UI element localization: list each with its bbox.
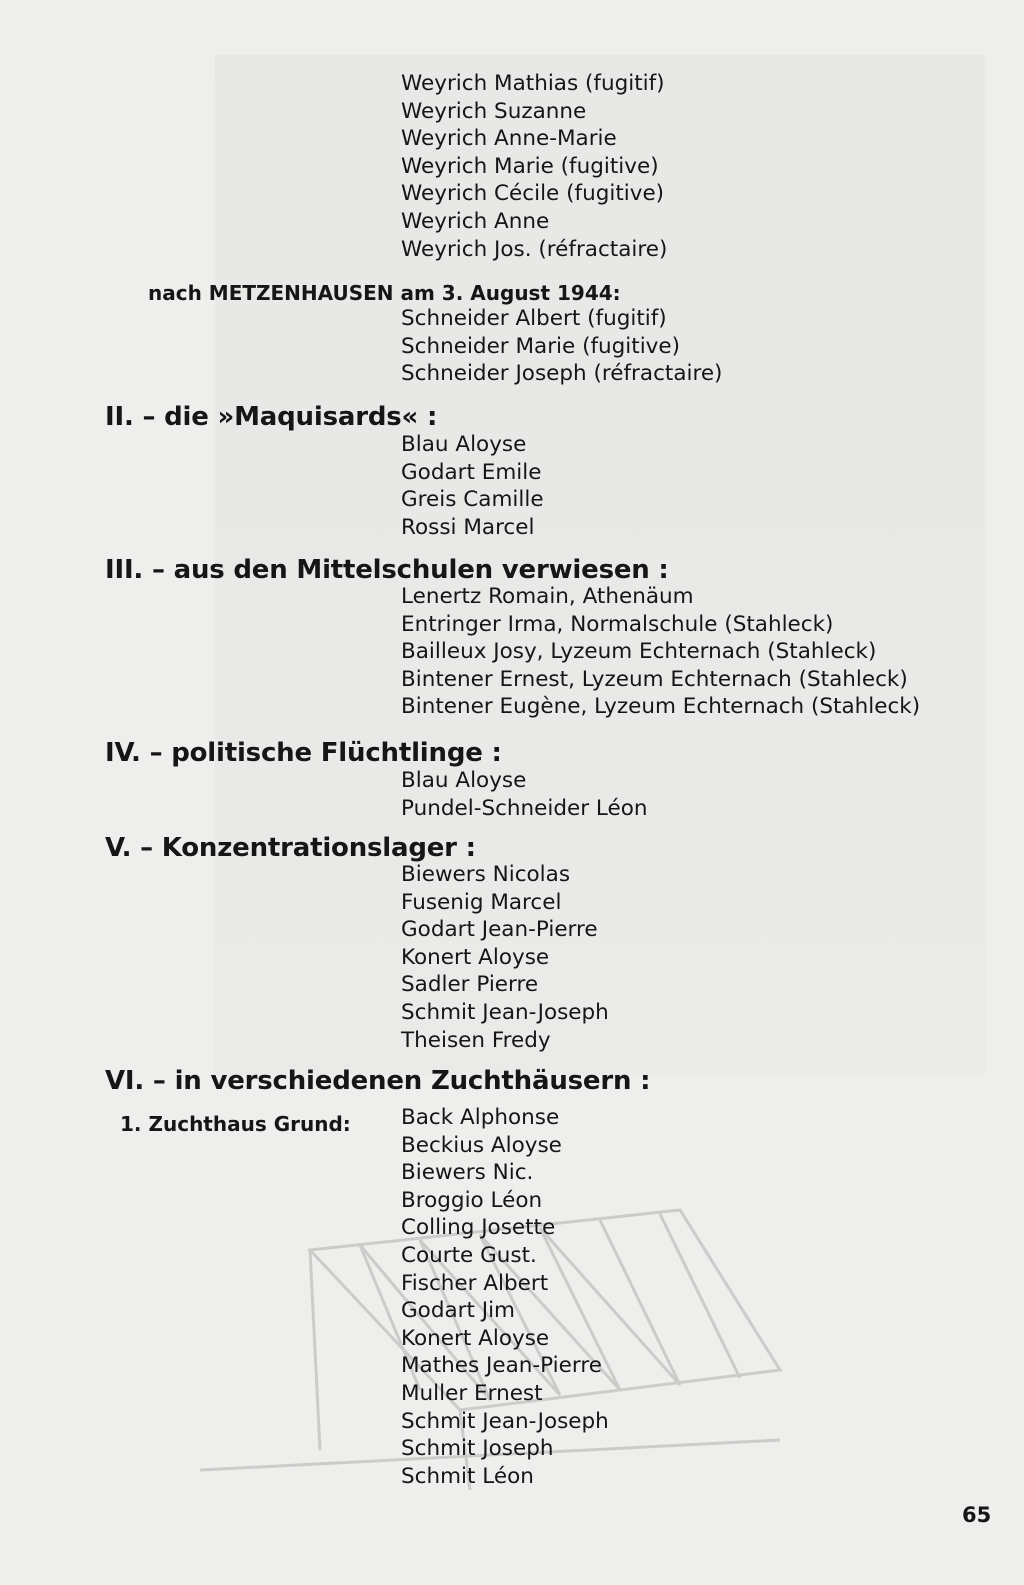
- list-item: Weyrich Suzanne: [401, 98, 587, 124]
- section-5-list: [401, 861, 609, 1054]
- section-5-heading: V. – Konzentrationslager :: [105, 833, 476, 863]
- list-item: Muller Ernest: [401, 1380, 543, 1406]
- metzenhausen-heading: nach METZENHAUSEN am 3. August 1944:: [148, 281, 621, 305]
- list-item: Bintener Eugène, Lyzeum Echternach (Stahleck): [401, 694, 921, 720]
- list-item: Sadler Pierre: [401, 972, 539, 998]
- metzenhausen-list: [401, 305, 722, 388]
- list-item: Schmit Léon: [401, 1463, 534, 1489]
- list-item: Weyrich Mathias (fugitif): [401, 71, 665, 96]
- list-item: Schmit Jean-Joseph: [401, 1408, 609, 1434]
- list-item: Godart Jim: [401, 1298, 515, 1324]
- section-3-heading: III. – aus den Mittelschulen verwiesen :: [105, 555, 669, 585]
- list-item: Weyrich Cécile (fugitive): [401, 181, 665, 207]
- list-item: Konert Aloyse: [401, 944, 550, 970]
- list-item: Bailleux Josy, Lyzeum Echternach (Stahleck): [401, 639, 877, 665]
- section-6-list: [401, 1104, 609, 1490]
- section-4-heading: IV. – politische Flüchtlinge :: [105, 738, 502, 768]
- section-4-list: [401, 767, 648, 822]
- list-item: Back Alphonse: [401, 1105, 560, 1130]
- list-item: Lenertz Romain, Athenäum: [401, 584, 694, 609]
- list-item: Weyrich Anne-Marie: [401, 126, 617, 152]
- list-item: Godart Emile: [401, 459, 542, 485]
- zuchthaus-grund-heading: 1. Zuchthaus Grund:: [120, 1112, 351, 1136]
- list-item: Fischer Albert: [401, 1270, 549, 1296]
- list-item: Bintener Ernest, Lyzeum Echternach (Stahleck): [401, 666, 908, 692]
- list-item: Schmit Joseph: [401, 1436, 554, 1462]
- weyrich-list: [401, 70, 667, 263]
- list-item: Pundel-Schneider Léon: [401, 795, 648, 821]
- list-item: Rossi Marcel: [401, 514, 535, 540]
- list-item: Fusenig Marcel: [401, 889, 562, 915]
- list-item: Schneider Albert (fugitif): [401, 306, 667, 331]
- list-item: Courte Gust.: [401, 1242, 537, 1268]
- list-item: Godart Jean-Pierre: [401, 917, 598, 943]
- section-2-heading: II. – die »Maquisards« :: [105, 402, 438, 432]
- list-item: Broggio Léon: [401, 1187, 543, 1213]
- list-item: Blau Aloyse: [401, 768, 527, 793]
- list-item: Weyrich Marie (fugitive): [401, 153, 659, 179]
- section-2-list: [401, 431, 544, 541]
- list-item: Biewers Nic.: [401, 1160, 534, 1186]
- section-3-list: [401, 583, 920, 721]
- list-item: Greis Camille: [401, 487, 544, 513]
- list-item: Blau Aloyse: [401, 432, 527, 457]
- list-item: Biewers Nicolas: [401, 862, 571, 887]
- section-6-heading: VI. – in verschiedenen Zuchthäusern :: [105, 1066, 651, 1096]
- list-item: Weyrich Jos. (réfractaire): [401, 236, 668, 262]
- list-item: Konert Aloyse: [401, 1325, 550, 1351]
- list-item: Colling Josette: [401, 1215, 556, 1241]
- list-item: Theisen Fredy: [401, 1027, 551, 1053]
- list-item: Schneider Marie (fugitive): [401, 333, 681, 359]
- list-item: Schmit Jean-Joseph: [401, 999, 609, 1025]
- list-item: Mathes Jean-Pierre: [401, 1353, 602, 1379]
- list-item: Beckius Aloyse: [401, 1132, 562, 1158]
- page-number: 65: [962, 1503, 992, 1527]
- list-item: Weyrich Anne: [401, 208, 550, 234]
- list-item: Entringer Irma, Normalschule (Stahleck): [401, 611, 834, 637]
- list-item: Schneider Joseph (réfractaire): [401, 361, 723, 387]
